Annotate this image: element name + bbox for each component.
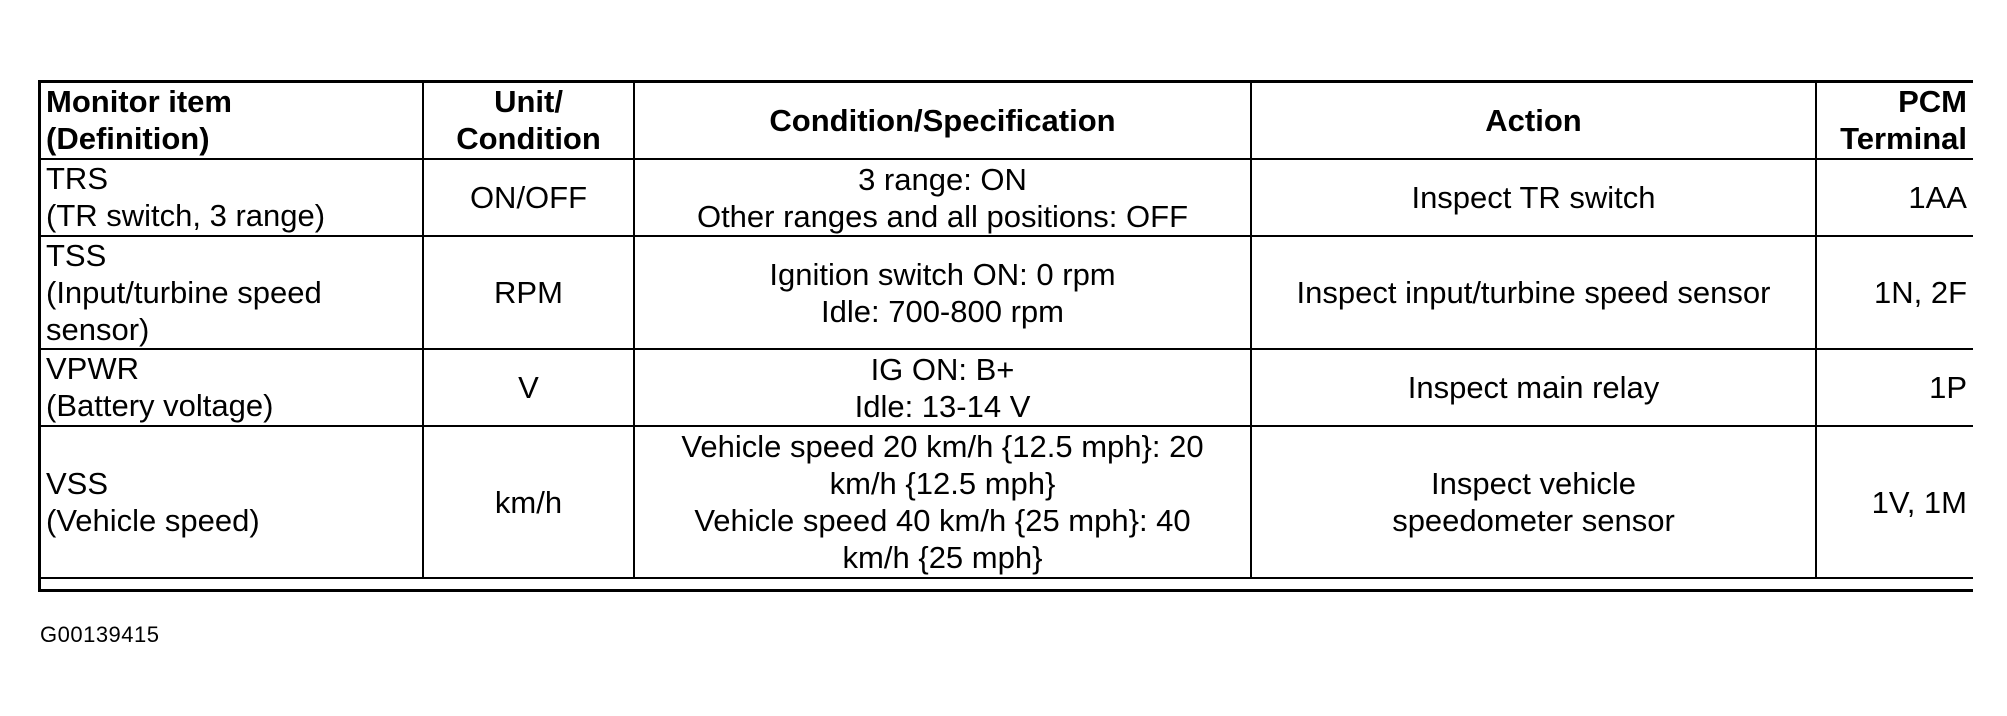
action-line: Inspect input/turbine speed sensor <box>1296 275 1771 310</box>
header-action <box>1251 81 1816 159</box>
monitor-item-name: VPWR <box>46 351 139 386</box>
cell-action <box>1251 426 1816 578</box>
header-monitor-item-line-1: Monitor item <box>46 84 232 119</box>
cell-action <box>1251 159 1816 236</box>
cell-pcm-terminal: 1N, 2F <box>1816 236 1973 349</box>
condition-line: Ignition switch ON: 0 rpm <box>769 256 1116 292</box>
condition-line: Vehicle speed 40 km/h {25 mph}: 40 <box>694 503 1191 538</box>
condition-line: Vehicle speed 20 km/h {12.5 mph}: 20 <box>681 429 1204 464</box>
cell-monitor-item <box>39 236 423 349</box>
header-unit-line-2: Condition <box>456 121 601 156</box>
header-action-label: Action <box>1485 102 1582 138</box>
table-row <box>39 349 1973 426</box>
cell-unit: RPM <box>423 236 634 349</box>
table-row <box>39 159 1973 236</box>
header-condition <box>634 81 1251 159</box>
header-pcm-terminal <box>1816 81 1973 159</box>
action-line: Inspect TR switch <box>1411 180 1656 215</box>
condition-line: 3 range: ON <box>858 161 1027 197</box>
header-monitor-item <box>39 81 423 159</box>
cell-unit: V <box>423 349 634 426</box>
cell-action <box>1251 349 1816 426</box>
header-pcm-line-1: PCM <box>1898 84 1967 119</box>
cell-monitor-item <box>39 159 423 236</box>
action-line: speedometer sensor <box>1392 503 1675 538</box>
cell-condition <box>634 349 1251 426</box>
cell-action <box>1251 236 1816 349</box>
condition-line: km/h {25 mph} <box>842 540 1043 575</box>
condition-line: km/h {12.5 mph} <box>829 466 1056 501</box>
condition-line: Other ranges and all positions: OFF <box>696 198 1189 234</box>
monitor-item-definition: (Battery voltage) <box>46 388 274 423</box>
table-row <box>39 426 1973 578</box>
figure-id: G00139415 <box>40 622 160 647</box>
cell-condition <box>634 159 1251 236</box>
header-unit <box>423 81 634 159</box>
monitor-item-name: TSS <box>46 238 107 273</box>
monitor-spec-table <box>38 80 1973 579</box>
monitor-item-name: VSS <box>46 466 109 501</box>
monitor-item-definition: (Input/turbine speed <box>46 275 322 310</box>
cell-pcm-terminal: 1AA <box>1816 159 1973 236</box>
cell-monitor-item <box>39 426 423 578</box>
action-line: Inspect vehicle <box>1430 466 1637 501</box>
header-monitor-item-line-2: (Definition) <box>46 121 210 156</box>
monitor-item-definition: (Vehicle speed) <box>46 503 260 538</box>
header-condition-label: Condition/Specification <box>769 102 1116 138</box>
action-line: Inspect main relay <box>1407 370 1660 405</box>
condition-line: Idle: 13-14 V <box>854 388 1031 424</box>
condition-line: Idle: 700-800 rpm <box>821 293 1064 329</box>
cell-pcm-terminal: 1P <box>1816 349 1973 426</box>
monitor-item-definition: sensor) <box>46 312 150 347</box>
table-header-row <box>39 81 1973 159</box>
table-row <box>39 236 1973 349</box>
condition-line: IG ON: B+ <box>870 351 1015 387</box>
monitor-item-name: TRS <box>46 161 108 196</box>
cell-unit: ON/OFF <box>423 159 634 236</box>
cell-pcm-terminal: 1V, 1M <box>1816 426 1973 578</box>
cell-condition <box>634 426 1251 578</box>
header-pcm-line-2: Terminal <box>1840 121 1967 156</box>
cell-condition <box>634 236 1251 349</box>
cell-unit: km/h <box>423 426 634 578</box>
monitor-item-definition: (TR switch, 3 range) <box>46 198 326 233</box>
cell-monitor-item <box>39 349 423 426</box>
header-unit-line-1: Unit/ <box>494 84 563 119</box>
